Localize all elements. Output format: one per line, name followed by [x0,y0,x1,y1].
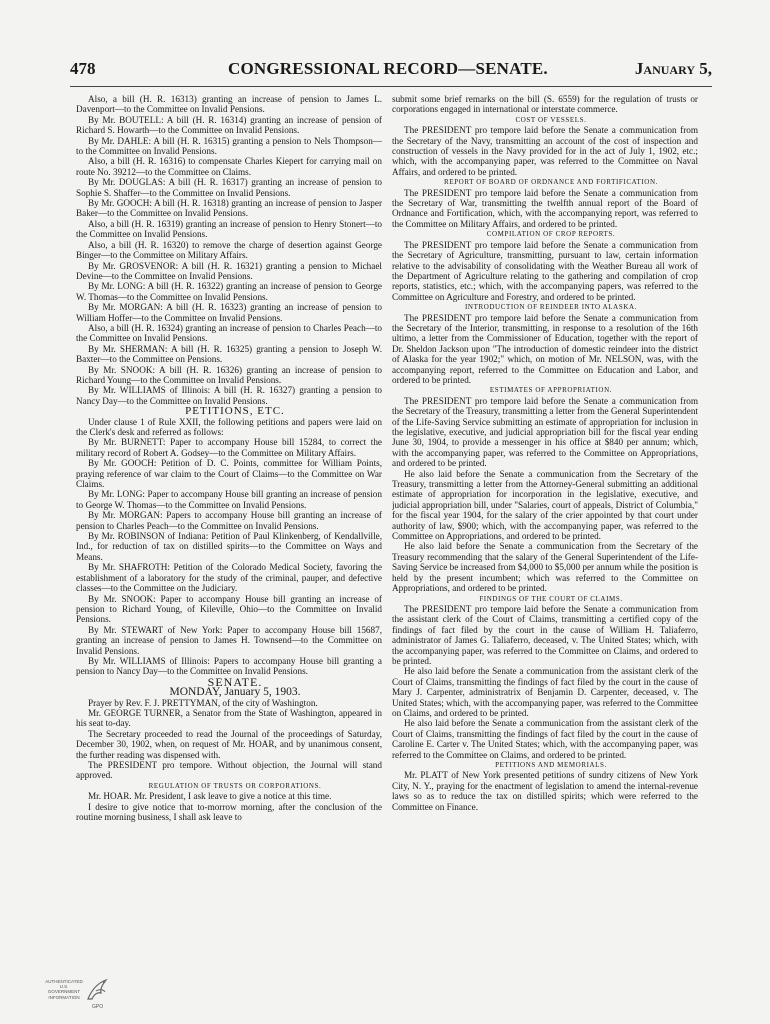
paragraph: The PRESIDENT pro tempore. Without objection, the Journal will stand approved. [76,760,382,781]
header-date: January 5, [634,59,712,78]
paragraph: Prayer by Rev. F. J. PRETTYMAN, of the city of Washington. [88,697,318,708]
paragraph: The PRESIDENT pro tempore laid before the Senate a communication from the Secretary of the Navy, transmitting an account of the cost of inspection and construction of vessels in the Navy provided for in the act of July 1, 1902, etc.; which, with the accompanying paper, was referred to the Committee on Naval Affairs, and ordered to be printed. [392,125,698,177]
paragraph: Mr. GEORGE TURNER, a Senator from the State of Washington, appeared in his seat to-day. [76,707,382,729]
paragraph: He also laid before the Senate a communication from the assistant clerk of the Court of Claims, transmitting the findings of fact filed by the court in the cause of Caroline E. Carter v. The United States; which, with the accompanying paper, was referred to the Committee on Claims, and ordered to be printed. [392,718,698,760]
subheading-estimates: ESTIMATES OF APPROPRIATION. [489,386,613,395]
paragraph: The PRESIDENT pro tempore laid before the Senate a communication from the Secretary of the Interior, transmitting, in response to a resolution of the 16th ultimo, a letter from the Commissioner of Education, together with the report of Dr. Sheldon Jackson upon "The introduction of domestic reindeer into the district of Alaska for the year 1902;" which, on motion of Mr. NELSON, was, with the accompanying report, referred to the Committee on Education and Labor, and ordered to be printed. [392,312,698,385]
gpo-authentication-seal [44,975,112,1015]
eagle-icon [84,977,110,1005]
subheading-vessels: COST OF VESSELS. [515,115,587,124]
left-column [76,94,382,974]
paragraph: Also, a bill (H. R. 16320) to remove the charge of desertion against George Binger—to the Committee on Military Affairs. [76,239,382,261]
subheading-petitions-memorials: PETITIONS AND MEMORIALS. [495,761,607,769]
paragraph: Also, a bill (H. R. 16316) to compensate Charles Kiepert for carrying mail on route No. 39212—to the Committee on Claims. [76,156,382,177]
paragraph: By Mr. ROBINSON of Indiana: Petition of Paul Klinkenberg, of Kendallville, Ind., for reduction of tax on distilled spirits—to the Committee on Ways and Means. [76,531,382,562]
page-number: 478 [70,59,96,78]
paragraph: By Mr. SNOOK: A bill (H. R. 16326) granting an increase of pension to Richard Young—to the Committee on Invalid Pensions. [76,364,382,385]
paragraph: Also, a bill (H. R. 16313) granting an increase of pension to James L. Davenport—to the Committee on Invalid Pensions. [76,94,382,115]
paragraph: submit some brief remarks on the bill (S. 6559) for the regulation of trusts or corporations engaged in international or interstate commerce. [392,94,698,115]
section-heading-petitions: PETITIONS, ETC. [185,405,285,418]
paragraph: He also laid before the Senate a communication from the Secretary of the Treasury recommending that the salary of the General Superintendent of the Life-Saving Service be increased from $4,000 to $5,000 per annum while the position is held by the present incumbent; which was referred to the Committee on Appropriations, and ordered to be printed. [392,541,698,594]
paragraph: Mr. PLATT of New York presented petitions of sundry citizens of New York City, N. Y., praying for the enactment of legislation to amend the internal-revenue laws so as to reduce the tax on distilled spirits; which were referred to the Committee on Finance. [392,770,698,812]
paragraph: Mr. HOAR. Mr. President, I ask leave to give a notice at this time. [88,791,332,802]
paragraph: The PRESIDENT pro tempore laid before the Senate a communication from the Secretary of the Treasury, transmitting a letter from the General Superintendent of the Life-Saving Service submitting an estimate of appropriation for inclusion in the legislative, executive, and judicial appropriation bill for the fiscal year ending June 30, 1904, to provide a messenger in his office at $840 per annum; which, with the accompanying paper, was referred to the Committee on Appropriations, and ordered to be printed. [392,395,698,469]
subheading-crop: COMPILATION OF CROP REPORTS. [486,230,616,239]
subheading-ordnance: REPORT OF BOARD OF ORDNANCE AND FORTIFICATION. [444,178,658,187]
paragraph: By Mr. SNOOK: Paper to accompany House bill granting an increase of pension to Richard Young, of Kileville, Ohio—to the Committee on Invalid Pensions. [76,593,382,625]
header-rule [70,86,712,87]
paragraph: Also, a bill (H. R. 16319) granting an increase of pension to Henry Stonert—to the Committee on Invalid Pensions. [76,218,382,240]
paragraph: He also laid before the Senate a communication from the Secretary of the Treasury, transmitting a letter from the Attorney-General submitting an additional estimate of appropriation for incorporation in the legislative, executive, and judicial appropriation bill, under "Salaries, court of appeals, District of Columbia," for the fiscal year 1904, for the salary of the crier appointed by that court under authority of law, $900; which, with the accompanying paper, was referred to the Committee on Appropriations, and ordered to be printed. [392,468,698,542]
authenticated-text: AUTHENTICATED U.S. GOVERNMENT INFORMATION [45,979,83,1000]
paragraph: The Secretary proceeded to read the Journal of the proceedings of Saturday, December 30, 1902, when, on request of Mr. HOAR, and by unanimous consent, the further reading was dispensed with. [76,728,382,760]
subheading-reindeer: INTRODUCTION OF REINDEER INTO ALASKA. [465,303,637,312]
paragraph: By Mr. LONG: Paper to accompany House bill granting an increase of pension to George W. Thomas—to the Committee on Invalid Pensions. [76,489,382,510]
paragraph: By Mr. MORGAN: A bill (H. R. 16323) granting an increase of pension to William Hoffer—to the Committee on Invalid Pensions. [76,302,382,323]
paragraph: The PRESIDENT pro tempore laid before the Senate a communication from the Secretary of Agriculture, transmitting, pursuant to law, certain information relative to the advisability of consolidating with the Weather Bureau all work of the Department of Agriculture relating to the gathering and compilation of crop reports, statistics, etc.; which, with the accompanying papers, was referred to the Committee on Agriculture and Forestry, and ordered to be printed. [392,239,698,302]
session-date: MONDAY, January 5, 1903. [169,686,301,699]
running-title: CONGRESSIONAL RECORD—SENATE. [228,59,548,78]
paragraph: By Mr. WILLIAMS of Illinois: A bill (H. R. 16327) granting a pension to Nancy Day—to the Committee on Invalid Pensions. [76,385,382,406]
paragraph: By Mr. GOOCH: Petition of D. C. Points, committee for William Points, praying reference of war claim to the Court of Claims—to the Committee on War Claims. [76,458,382,490]
paragraph: By Mr. BURNETT: Paper to accompany House bill 15284, to correct the military record of Robert A. Godsey—to the Committee on Military Affairs. [76,437,382,458]
paragraph: By Mr. SHERMAN: A bill (H. R. 16325) granting a pension to Joseph W. Baxter—to the Committee on Pensions. [76,343,382,365]
paragraph: By Mr. LONG: A bill (H. R. 16322) granting an increase of pension to George W. Thomas—to the Committee on Invalid Pensions. [76,281,382,302]
paragraph: By Mr. SHAFROTH: Petition of the Colorado Medical Society, favoring the establishment of a laboratory for the study of the criminal, pauper, and defective classes—to the Committee on the Judiciary. [76,562,382,594]
paragraph: By Mr. WILLIAMS of Illinois: Papers to accompany House bill granting a pension to Nancy Day—to the Committee on Invalid Pensions. [76,655,382,677]
paragraph: I desire to give notice that to-morrow morning, after the conclusion of the routine morning business, I shall ask leave to [76,801,382,823]
paragraph: Also, a bill (H. R. 16324) granting an increase of pension to Charles Peach—to the Committee on Invalid Pensions. [76,322,382,344]
section-heading-senate: SENATE. [207,674,263,689]
paragraph: By Mr. GOOCH: A bill (H. R. 16318) granting an increase of pension to Jasper Baker—to the Committee on Invalid Pensions. [76,198,382,219]
paragraph: He also laid before the Senate a communication from the assistant clerk of the Court of Claims, transmitting the findings of fact filed by the court in the cause of Mary J. Carpenter, administratrix of Benjamin D. Carpenter, deceased, v. The United States; which, with the accompanying paper, was referred to the Committee on Claims, and ordered to be printed. [392,666,698,718]
paragraph: The PRESIDENT pro tempore laid before the Senate a communication from the assistant clerk of the Court of Claims, transmitting a certified copy of the findings of fact filed by the court in the cause of William H. Taliaferro, administrator of James G. Taliaferro, deceased, v. The United States; which, with the accompanying paper, was referred to the Committee on Claims, and ordered to be printed. [392,603,698,666]
page-header [70,59,712,83]
subheading-findings: FINDINGS OF THE COURT OF CLAIMS. [479,594,623,603]
paragraph: Under clause 1 of Rule XXII, the following petitions and papers were laid on the Clerk's desk and referred as follows: [76,416,382,437]
paragraph: By Mr. MORGAN: Papers to accompany House bill granting an increase of pension to Charles Peach—to the Committee on Invalid Pensions. [76,510,382,531]
gpo-label: GPO [92,1004,104,1010]
paragraph: The PRESIDENT pro tempore laid before the Senate a communication from the Secretary of War, transmitting the twelfth annual report of the Board of Ordnance and Fortification, which, with the accompanying report, was referred to the Committee on Military Affairs, and ordered to be printed. [392,187,698,229]
paragraph: By Mr. BOUTELL: A bill (H. R. 16314) granting an increase of pension of Richard S. Howarth—to the Committee on Invalid Pensions. [76,114,382,136]
paragraph: By Mr. GROSVENOR: A bill (H. R. 16321) granting a pension to Michael Devine—to the Committee on Invalid Pensions. [76,260,382,281]
paragraph: By Mr. DAHLE: A bill (H. R. 16315) granting a pension to Nels Thompson—to the Committee on Invalid Pensions. [76,135,382,157]
subheading-regulation: REGULATION OF TRUSTS OR CORPORATIONS. [148,781,322,790]
paragraph: By Mr. DOUGLAS: A bill (H. R. 16317) granting an increase of pension to Sophie S. Shaffer—to the Committee on Invalid Pensions. [76,177,382,198]
paragraph: By Mr. STEWART of New York: Paper to accompany House bill 15687, granting an increase of pension to James H. Townsend—to the Committee on Invalid Pensions. [76,624,382,656]
right-column [392,94,698,954]
